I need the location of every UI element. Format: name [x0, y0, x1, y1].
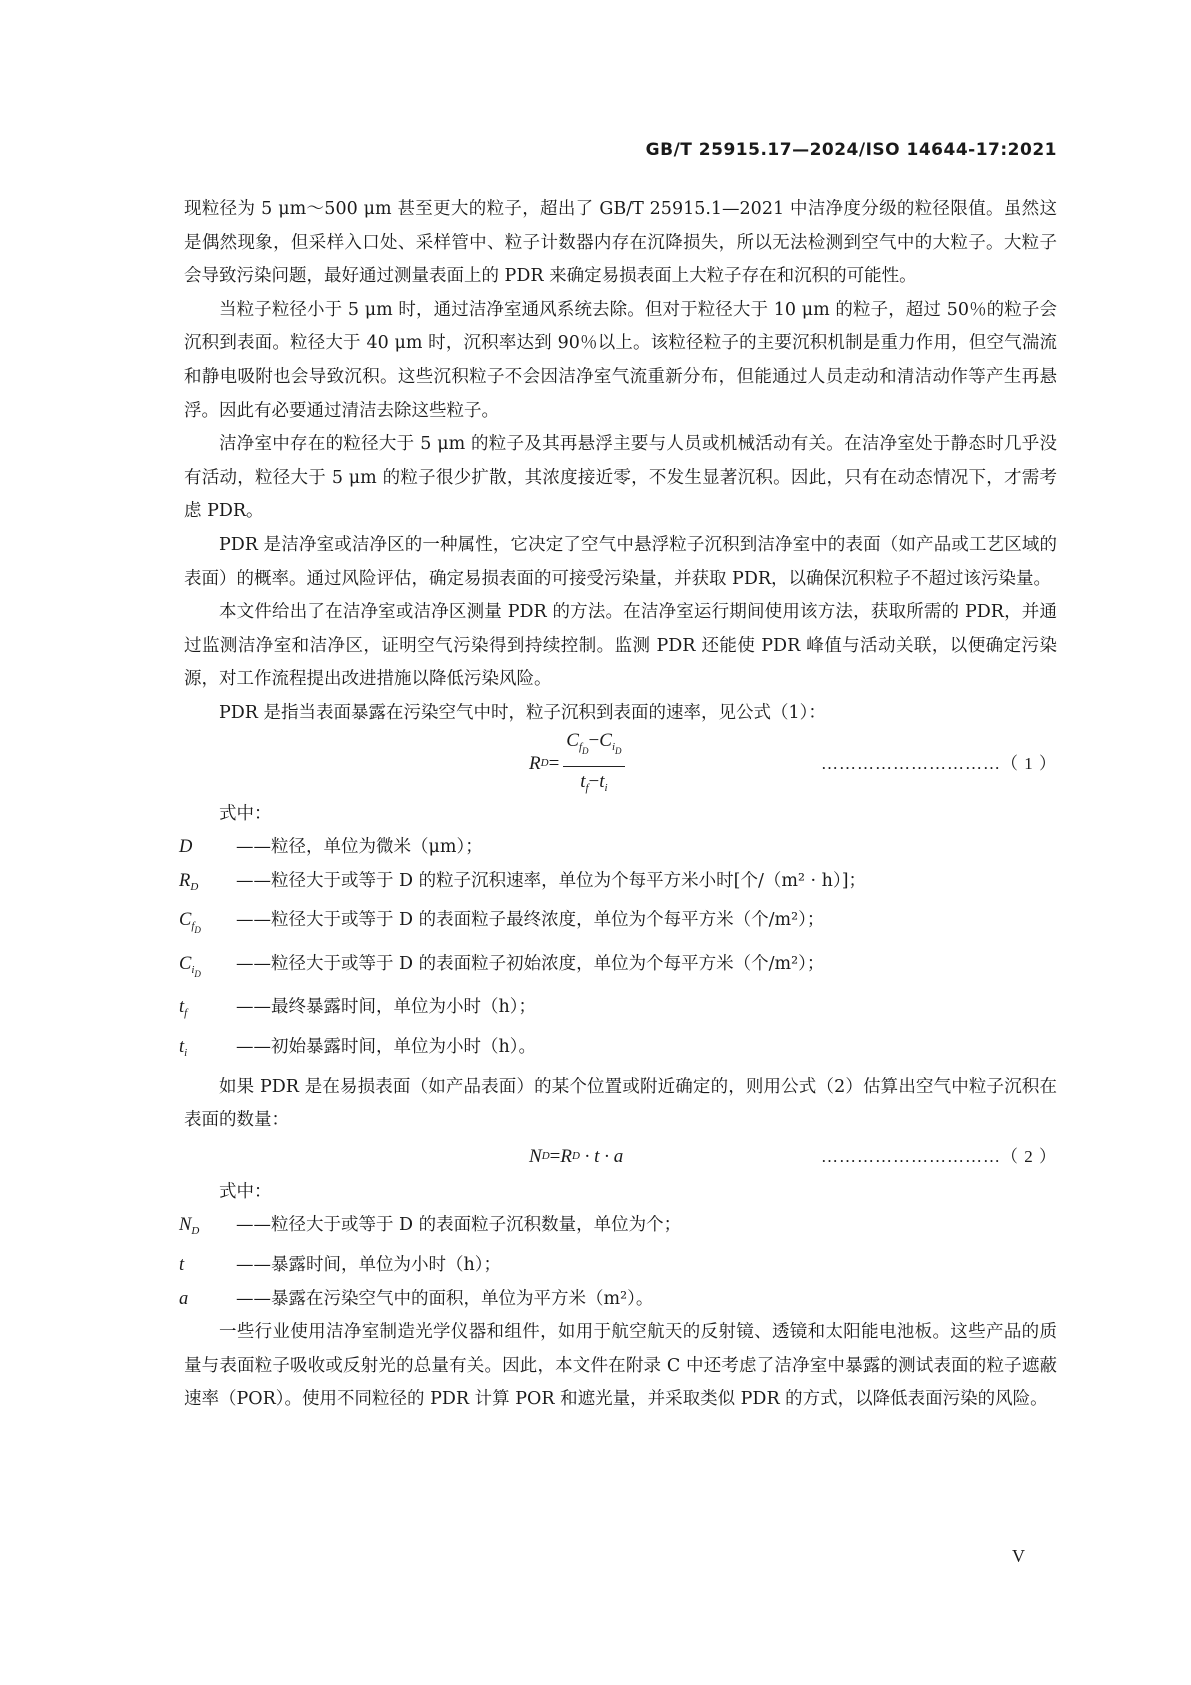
- symbol-definition: t ——暴露时间，单位为小时（h）；: [179, 1255, 502, 1276]
- paragraph: 如果 PDR 是在易损表面（如产品表面）的某个位置或附近确定的，则用公式（2）估算出空气中粒子沉积在表面的数量：: [184, 1076, 1057, 1131]
- paragraph: 洁净室中存在的粒径大于 5 μm 的粒子及其再悬浮主要与人员或机械活动有关。在洁净室处于静态时几乎没有活动，粒径大于 5 μm 的粒子很少扩散，其浓度接近零，不发生显著沉积。因此，只有在动态情况下，才需考虑 PDR。: [184, 434, 1057, 522]
- equation-1-number: …………………………（ 1 ）: [821, 754, 1057, 774]
- where-label: 式中：: [219, 1181, 272, 1202]
- standard-code-header: GB/T 25915.17—2024/ISO 14644-17:2021: [645, 140, 1057, 160]
- fraction: [563, 728, 624, 801]
- symbol-definition: $t_i$ ——初始暴露时间，单位为小时（h）。: [179, 1037, 537, 1060]
- symbol-definition: D ——粒径，单位为微米（μm）；: [179, 837, 483, 858]
- symbol-definition: $C_{i_D}$ ——粒径大于或等于 D 的表面粒子初始浓度，单位为个每平方米（个/m²）；: [179, 953, 825, 979]
- symbol-definition: a ——暴露在污染空气中的面积，单位为平方米（m²）。: [179, 1288, 654, 1309]
- symbol-definition: $t_f$ ——最终暴露时间，单位为小时（h）；: [179, 997, 537, 1020]
- equation-1-expression: R D = $\frac{C_{f_D}-C_{i_D}}{t_f-t_i}$: [529, 731, 625, 798]
- where-label: 式中：: [219, 803, 272, 824]
- document-body: [179, 193, 1057, 1417]
- paragraph: PDR 是洁净室或洁净区的一种属性，它决定了空气中悬浮粒子沉积到洁净室中的表面（如产品或工艺区域的表面）的概率。通过风险评估，确定易损表面的可接受污染量，并获取 PDR，以确保沉积粒子不超过该污染量。: [184, 534, 1057, 589]
- equation-2-expression: N D = R D · t · a: [529, 1146, 624, 1168]
- symbol-definition: $C_{f_D}$ ——粒径大于或等于 D 的表面粒子最终浓度，单位为个每平方米（个/m²）；: [179, 910, 825, 936]
- paragraph: 一些行业使用洁净室制造光学仪器和组件，如用于航空航天的反射镜、透镜和太阳能电池板。这些产品的质量与表面粒子吸收或反射光的总量有关。因此，本文件在附录 C 中还考虑了洁净室中暴露的测试表面的粒子遮蔽速率（POR）。使用不同粒径的 PDR 计算 POR 和遮光量，并采取类似 PDR 的方式，以降低表面污染的风险。: [184, 1322, 1057, 1410]
- paragraph: PDR 是指当表面暴露在污染空气中时，粒子沉积到表面的速率，见公式（1）：: [219, 702, 826, 723]
- symbol-definition: $N_D$ ——粒径大于或等于 D 的表面粒子沉积数量，单位为个；: [179, 1215, 682, 1238]
- symbol-definitions-1: [179, 831, 1057, 1071]
- fraction-denominator: $t_f-t_i$: [580, 770, 608, 794]
- paragraph: 当粒子粒径小于 5 μm 时，通过洁净室通风系统去除。但对于粒径大于 10 μm 的粒子，超过 50％的粒子会沉积到表面。粒径大于 40 μm 时，沉积率达到 90％以上。该粒径粒子的主要沉积机制是重力作用，但空气湍流和静电吸附也会导致沉积。这些沉积粒子不会因洁净室气流重新分布，但能通过人员走动和清洁动作等产生再悬浮。因此有必要通过清洁去除这些粒子。: [184, 299, 1057, 421]
- page-number: V: [1012, 1546, 1025, 1566]
- fraction-numerator: $C_{f_D}-C_{i_D}$: [563, 728, 624, 767]
- equation-2: [184, 1138, 1057, 1176]
- symbol-definition: $R_D$ ——粒径大于或等于 D 的粒子沉积速率，单位为个每平方米小时[个/（m² · h）]；: [179, 870, 867, 893]
- paragraph: 现粒径为 5 μm～500 μm 甚至更大的粒子，超出了 GB/T 25915.1—2021 中洁净度分级的粒径限值。虽然这是偶然现象，但采样入口处、采样管中、粒子计数器内存在沉降损失，所以无法检测到空气中的大粒子。大粒子会导致污染问题，最好通过测量表面上的 PDR 来确定易损表面上大粒子存在和沉积的可能性。: [184, 199, 1057, 287]
- equation-2-number: …………………………（ 2 ）: [821, 1147, 1057, 1167]
- paragraph: 本文件给出了在洁净室或洁净区测量 PDR 的方法。在洁净室运行期间使用该方法，获取所需的 PDR，并通过监测洁净室和洁净区，证明空气污染得到持续控制。监测 PDR 还能使 PDR 峰值与活动关联，以便确定污染源，对工作流程提出改进措施以降低污染风险。: [184, 602, 1057, 690]
- equation-1: [184, 731, 1057, 798]
- symbol-definitions-2: [179, 1209, 1057, 1316]
